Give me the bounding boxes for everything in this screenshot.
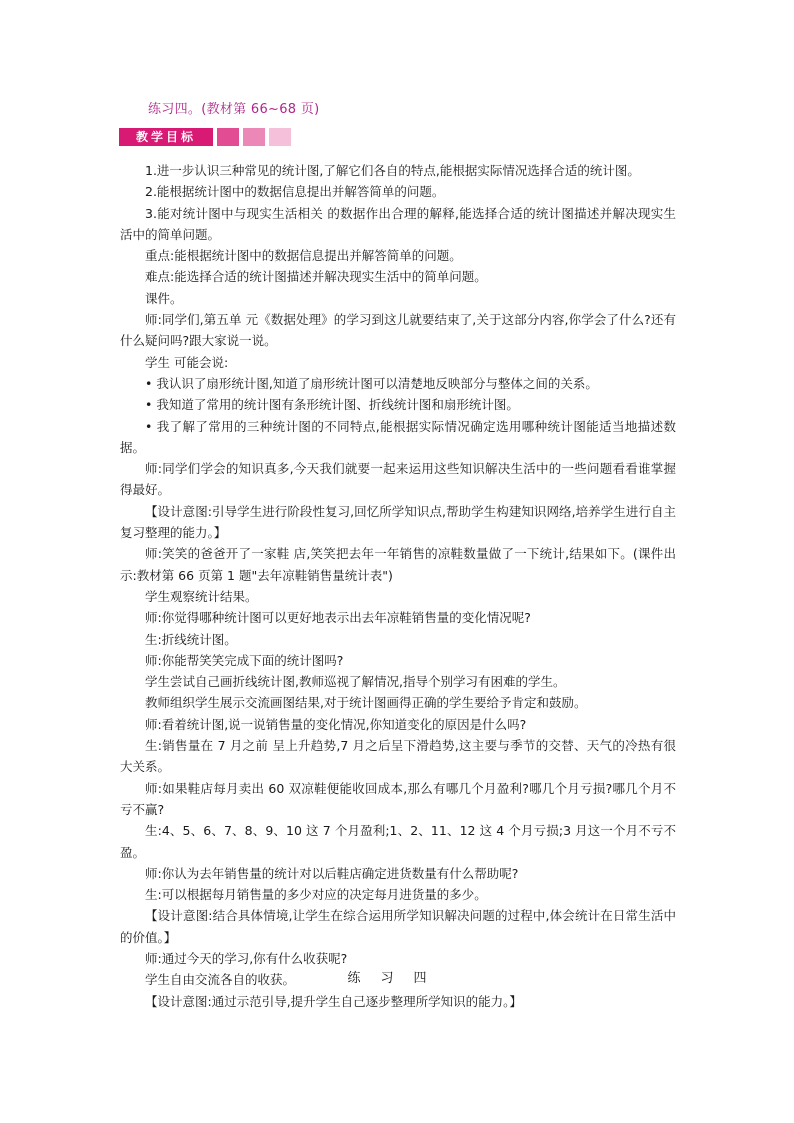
paragraph: 生:4、5、6、7、8、9、10 这 7 个月盈利;1、2、11、12 这 4 个月亏损;3 月这一个月不亏不盈。 <box>120 823 676 860</box>
paragraph: 师:如果鞋店每月卖出 60 双凉鞋便能收回成本,那么有哪几个月盈利?哪几个月亏损?哪几个月不亏不赢? <box>120 780 676 817</box>
design-intent-note: 【设计意图:引导学生进行阶段性复习,回忆所学知识点,帮助学生构建知识网络,培养学生进行自主复习整理的能力。】 <box>120 503 676 541</box>
paragraph: 师:通过今天的学习,你有什么收获呢? <box>145 950 348 966</box>
paragraph: 生:折线统计图。 <box>145 631 237 647</box>
lesson-title: 练习四。(教材第 66~68 页) <box>148 102 320 117</box>
paragraph: 学生尝试自己画折线统计图,教师巡视了解情况,指导个别学习有困难的学生。 <box>145 674 566 690</box>
paragraph: 学生自由交流各自的收获。 <box>145 972 296 988</box>
paragraph: 师:你认为去年销售量的统计对以后鞋店确定进货数量有什么帮助呢? <box>145 865 519 881</box>
paragraph: 2.能根据统计图中的数据信息提出并解答简单的问题。 <box>145 184 445 200</box>
paragraph: 3.能对统计图中与现实生活相关 的数据作出合理的解释,能选择合适的统计图描述并解决现实生活中的简单问题。 <box>120 205 676 242</box>
paragraph: 师:同学们,第五单 元《数据处理》的学习到这儿就要结束了,关于这部分内容,你学会了什么?还有什么疑问吗?跟大家说一说。 <box>120 312 676 349</box>
paragraph: 师:你能帮笑笑完成下面的统计图吗? <box>145 652 344 668</box>
design-intent-note: 【设计意图:通过示范引导,提升学生自己逐步整理所学知识的能力。】 <box>145 993 522 1009</box>
paragraph: 课件。 <box>145 290 183 306</box>
paragraph: 师:看着统计图,说一说销售量的变化情况,你知道变化的原因是什么吗? <box>145 716 527 732</box>
paragraph: 教师组织学生展示交流画图结果,对于统计图画得正确的学生要给予肯定和鼓励。 <box>145 695 587 711</box>
paragraph: 生:销售量在 7 月之前 呈上升趋势,7 月之后呈下滑趋势,这主要与季节的交替、天气的冷热有很大关系。 <box>120 738 676 775</box>
bullet-item: • 我认识了扇形统计图,知道了扇形统计图可以清楚地反映部分与整体之间的关系。 <box>145 375 598 391</box>
design-intent-note: 【设计意图:结合具体情境,让学生在综合运用所学知识解决问题的过程中,体会统计在日常生活中的价值。】 <box>120 908 676 945</box>
decorative-square <box>217 128 239 146</box>
section-badge-teaching-goals: 教学目标 <box>119 128 213 146</box>
body-text <box>120 160 676 1012</box>
paragraph: 学生观察统计结果。 <box>145 588 258 604</box>
paragraph: 难点:能选择合适的统计图描述并解决现实生活中的简单问题。 <box>145 269 487 285</box>
paragraph: 重点:能根据统计图中的数据信息提出并解答简单的问题。 <box>145 248 462 264</box>
decorative-square <box>269 128 291 146</box>
paragraph: 师:笑笑的爸爸开了一家鞋 店,笑笑把去年一年销售的凉鞋数量做了一下统计,结果如下。(课件出示:教材第 66 页第 1 题"去年凉鞋销售量统计表") <box>120 546 676 583</box>
decorative-square <box>243 128 265 146</box>
paragraph: 1.进一步认识三种常见的统计图,了解它们各自的特点,能根据实际情况选择合适的统计图。 <box>145 163 640 178</box>
bullet-item: • 我了解了常用的三种统计图的不同特点,能根据实际情况确定选用哪种统计图能适当地描述数据。 <box>120 418 676 455</box>
paragraph: 师:你觉得哪种统计图可以更好地表示出去年凉鞋销售量的变化情况呢? <box>145 610 531 626</box>
paragraph: 师:同学们学会的知识真多,今天我们就要一起来运用这些知识解决生活中的一些问题看看谁掌握得最好。 <box>120 461 676 498</box>
paragraph: 学生 可能会说: <box>145 354 229 370</box>
paragraph: 生:可以根据每月销售量的多少对应的决定每月进货量的多少。 <box>145 887 487 903</box>
exercise-heading: 练习四 <box>347 971 447 986</box>
bullet-item: • 我知道了常用的统计图有条形统计图、折线统计图和扇形统计图。 <box>145 397 519 413</box>
